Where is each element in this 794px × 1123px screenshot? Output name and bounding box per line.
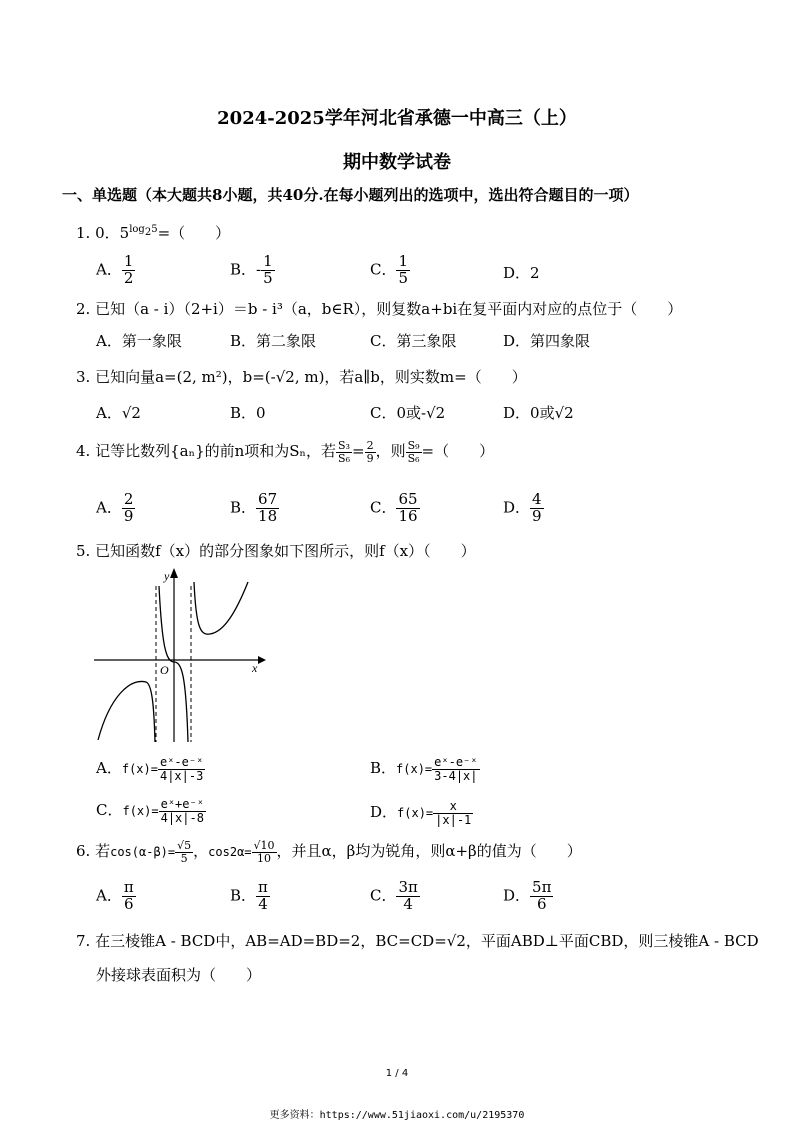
section-heading: 一、单选题（本大题共8小题，共40分.在每小题列出的选项中，选出符合题目的一项）: [62, 186, 639, 204]
origin-label: O: [160, 663, 169, 677]
q5-option-b[interactable]: B．f(x)= $\frac{\text{eˣ-e⁻ˣ}}{3-4|x|}$: [370, 755, 478, 783]
y-axis-label: y: [164, 569, 170, 583]
x-axis-arrow: [258, 656, 266, 664]
question-2: 2. 已知（a - i）（2+i）＝b - i³（a，b∈R），则复数a+bi在复平面内对应的点位于（ ）: [76, 300, 683, 318]
question-6: 6. 若cos(α-β)= $\frac{√5}{5}$ ，cos2α= $\frac{√10}{10}$ ，并且α，β均为锐角，则α+β的值为（ ）: [76, 839, 582, 865]
q5-option-c[interactable]: C．f(x)= $\frac{\text{eˣ+e⁻ˣ}}{4|x|-8}$: [96, 797, 204, 825]
q6-fraction-sqrt5-5: $\frac{√5}{5}$: [177, 839, 192, 865]
exam-subtitle: 期中数学试卷: [343, 152, 451, 173]
q6-fraction-sqrt10-10: $\frac{√10}{10}$: [253, 839, 275, 865]
curve-left-branch: [98, 681, 155, 742]
curve-right-branch: [194, 582, 248, 634]
exam-title: 2024-2025学年河北省承德一中高三（上）: [217, 108, 577, 129]
page-number: 1 / 4: [385, 1068, 409, 1079]
question-3: 3. 已知向量a=(2, m²)，b=(-√2, m)，若a∥b，则实数m=（ ）: [76, 368, 527, 386]
q1-option-a[interactable]: A． $\frac{1}{2}$: [96, 252, 134, 287]
q2-option-c[interactable]: C．第三象限: [370, 332, 457, 350]
q3-text: 已知向量a=(2, m²)，b=(-√2, m)，若a∥b，则实数m=（ ）: [95, 368, 527, 386]
q3-option-a[interactable]: A．√2: [96, 404, 141, 422]
q5-text: 已知函数f（x）的部分图象如下图所示，则f（x）（ ）: [95, 542, 476, 560]
q1-tail: =（ ）: [157, 224, 231, 242]
question-4: 4. 记等比数列{aₙ}的前n项和为Sₙ，若 $\frac{\text{S₃}}{\text{S₆}}$ = $\frac{2}{9}$ ，则 $\frac{\text{S₉}}{\text{S₆}}$ =（ ）: [76, 439, 495, 465]
q3-option-c[interactable]: C．0或-√2: [370, 404, 446, 422]
q5-option-d[interactable]: D．f(x)= $\frac{x}{|x|-1}$: [370, 799, 472, 827]
q4-option-a[interactable]: A． $\frac{2}{9}$: [96, 490, 134, 525]
q3-option-d[interactable]: D．0或√2: [503, 404, 574, 422]
q4-fraction-s9-s6: $\frac{\text{S₉}}{\text{S₆}}$: [407, 439, 420, 465]
y-axis-arrow: [170, 568, 178, 578]
q5-option-a[interactable]: A．f(x)= $\frac{\text{eˣ-e⁻ˣ}}{4|x|-3}$: [96, 755, 204, 783]
q1-option-b[interactable]: B．- $\frac{1}{5}$: [230, 252, 273, 287]
q4-fraction-2-9: $\frac{2}{9}$: [366, 439, 374, 465]
q2-option-b[interactable]: B．第二象限: [230, 332, 317, 350]
q2-option-a[interactable]: A．第一象限: [96, 332, 182, 350]
q7-text-line2: 外接球表面积为（ ）: [96, 966, 262, 984]
q2-option-d[interactable]: D．第四象限: [503, 332, 591, 350]
q1-exponent: log25: [129, 224, 158, 238]
q6-option-c[interactable]: C． $\frac{3\pi}{4}$: [370, 878, 418, 913]
x-axis-label: x: [252, 661, 258, 675]
function-graph: [90, 566, 270, 746]
q4-option-d[interactable]: D． $\frac{4}{9}$: [503, 490, 542, 525]
q4-fraction-s3-s6: $\frac{\text{S₃}}{\text{S₆}}$: [338, 439, 350, 465]
q7-text-line1: 在三棱锥A - BCD中，AB=AD=BD=2，BC=CD=√2，平面ABD⊥平面CBD，则三棱锥A - BCD: [95, 932, 759, 950]
q1-option-c[interactable]: C． $\frac{1}{5}$: [370, 252, 409, 287]
q6-option-a[interactable]: A． $\frac{\pi}{6}$: [96, 878, 134, 913]
question-7: 7. 在三棱锥A - BCD中，AB=AD=BD=2，BC=CD=√2，平面ABD⊥平面CBD，则三棱锥A - BCD: [76, 932, 759, 950]
q4-option-b[interactable]: B． $\frac{67}{18}$: [230, 490, 278, 525]
q1-option-d[interactable]: D．2: [503, 264, 540, 282]
q2-text: 已知（a - i）（2+i）＝b - i³（a，b∈R），则复数a+bi在复平面内对应的点位于（ ）: [95, 300, 683, 318]
q1-base: 0．5: [95, 224, 130, 242]
footer-link[interactable]: 更多资料：https://www.51jiaoxi.com/u/2195370: [269, 1110, 525, 1121]
question-1: [76, 222, 230, 243]
q3-option-b[interactable]: B．0: [230, 404, 266, 422]
q6-option-d[interactable]: D． $\frac{5\pi}{6}$: [503, 878, 552, 913]
q4-option-c[interactable]: C． $\frac{65}{16}$: [370, 490, 418, 525]
q6-option-b[interactable]: B． $\frac{\pi}{4}$: [230, 878, 268, 913]
question-number: 1.: [76, 224, 91, 242]
question-5: 5. 已知函数f（x）的部分图象如下图所示，则f（x）（ ）: [76, 542, 476, 560]
